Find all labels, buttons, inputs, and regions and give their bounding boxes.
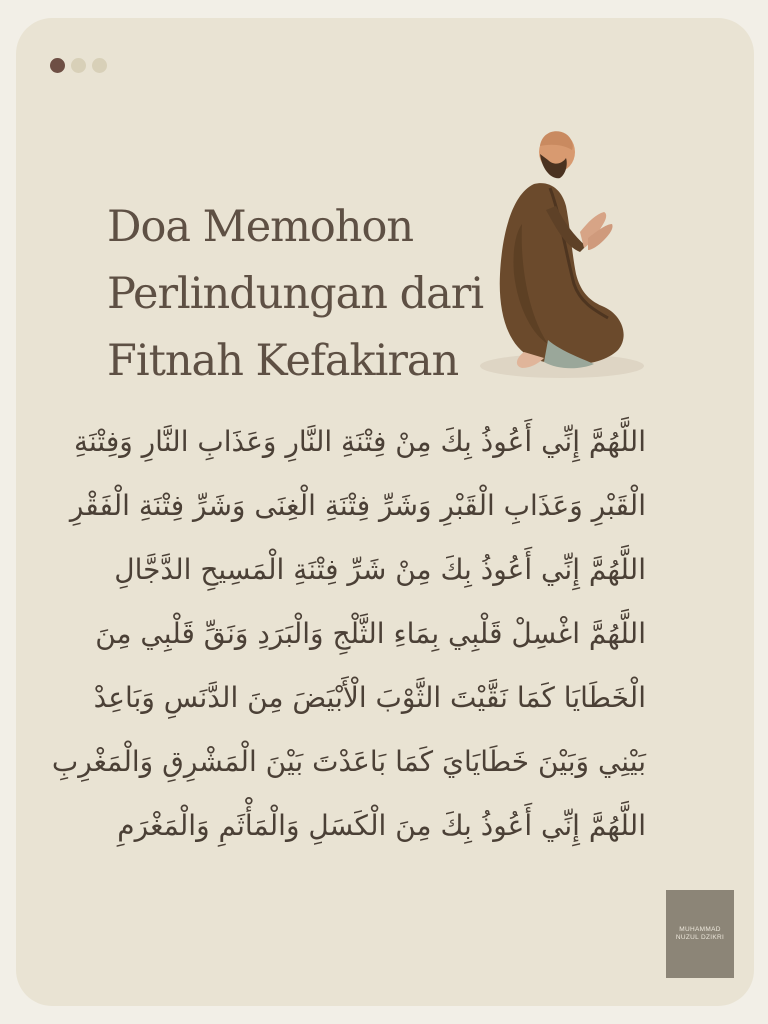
title-line-2: Perlindungan dari xyxy=(107,269,484,319)
dua-line-2: الْقَبْرِ وَعَذَابِ الْقَبْرِ وَشَرِّ فِتْنَةِ الْغِنَى وَشَرِّ فِتْنَةِ الْفَقْرِ xyxy=(69,489,646,522)
page-title xyxy=(107,194,484,395)
dot-1-icon xyxy=(50,58,65,73)
dua-line-4: اللَّهُمَّ اغْسِلْ قَلْبِي بِمَاءِ الثَّلْجِ وَالْبَرَدِ وَنَقِّ قَلْبِي مِنَ xyxy=(95,617,646,650)
dua-text xyxy=(51,410,646,858)
title-line-1: Doa Memohon xyxy=(107,202,414,252)
dot-2-icon xyxy=(71,58,86,73)
praying-man-illustration-icon xyxy=(462,114,662,384)
title-line-3: Fitnah Kefakiran xyxy=(107,336,459,386)
logo-line-2: NUZUL DZIKRI xyxy=(675,934,725,941)
dua-line-3: اللَّهُمَّ إِنِّي أَعُوذُ بِكَ مِنْ شَرِّ فِتْنَةِ الْمَسِيحِ الدَّجَّالِ xyxy=(114,553,646,586)
dua-line-5: الْخَطَايَا كَمَا نَقَّيْتَ الثَّوْبَ الْأَبْيَضَ مِنَ الدَّنَسِ وَبَاعِدْ xyxy=(93,681,646,714)
dot-3-icon xyxy=(92,58,107,73)
dua-line-1: اللَّهُمَّ إِنِّي أَعُوذُ بِكَ مِنْ فِتْنَةِ النَّارِ وَعَذَابِ النَّارِ وَفِتْنَةِ xyxy=(73,425,646,458)
content-card xyxy=(16,18,754,1006)
dua-line-7: اللَّهُمَّ إِنِّي أَعُوذُ بِكَ مِنَ الْكَسَلِ وَالْمَأْثَمِ وَالْمَغْرَمِ xyxy=(117,809,646,842)
logo-line-1: MUHAMMAD xyxy=(679,926,721,933)
author-logo xyxy=(666,890,734,978)
dua-line-6: بَيْنِي وَبَيْنَ خَطَايَايَ كَمَا بَاعَدْتَ بَيْنَ الْمَشْرِقِ وَالْمَغْرِبِ xyxy=(51,745,646,778)
window-dots xyxy=(50,58,107,73)
